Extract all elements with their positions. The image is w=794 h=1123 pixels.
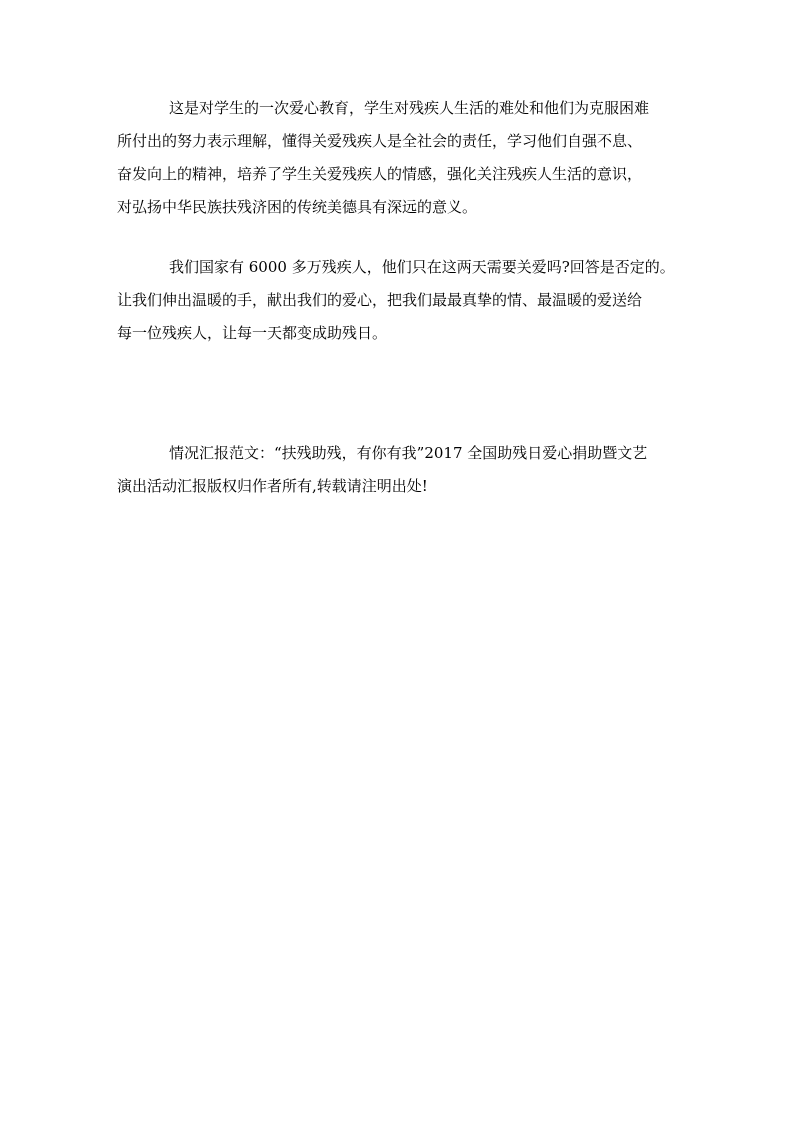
paragraph-line: 所付出的努力表示理解，懂得关爱残疾人是全社会的责任，学习他们自强不息、 [117,132,643,150]
paragraph-copyright-note [117,437,682,503]
paragraph-line: 情况汇报范文：“扶残助残，有你有我”2017 全国助残日爱心捐助暨文艺 [169,444,648,462]
paragraph-line: 奋发向上的精神，培养了学生关爱残疾人的情感，强化关注残疾人生活的意识， [117,165,643,183]
paragraph-line: 演出活动汇报版权归作者所有,转载请注明出处! [117,477,428,495]
paragraph-line: 我们国家有 6000 多万残疾人，他们只在这两天需要关爱吗?回答是否定的。 [169,258,675,276]
paragraph-call-to-action [117,251,682,350]
paragraph-line: 对弘扬中华民族扶残济困的传统美德具有深远的意义。 [117,198,478,216]
paragraph-line: 让我们伸出温暖的手，献出我们的爱心，把我们最最真挚的情、最温暖的爱送给 [117,291,643,309]
paragraph-line: 每一位残疾人，让每一天都变成助残日。 [117,324,388,342]
paragraph-education [117,92,682,224]
paragraph-line: 这是对学生的一次爱心教育，学生对残疾人生活的难处和他们为克服困难 [169,99,650,117]
